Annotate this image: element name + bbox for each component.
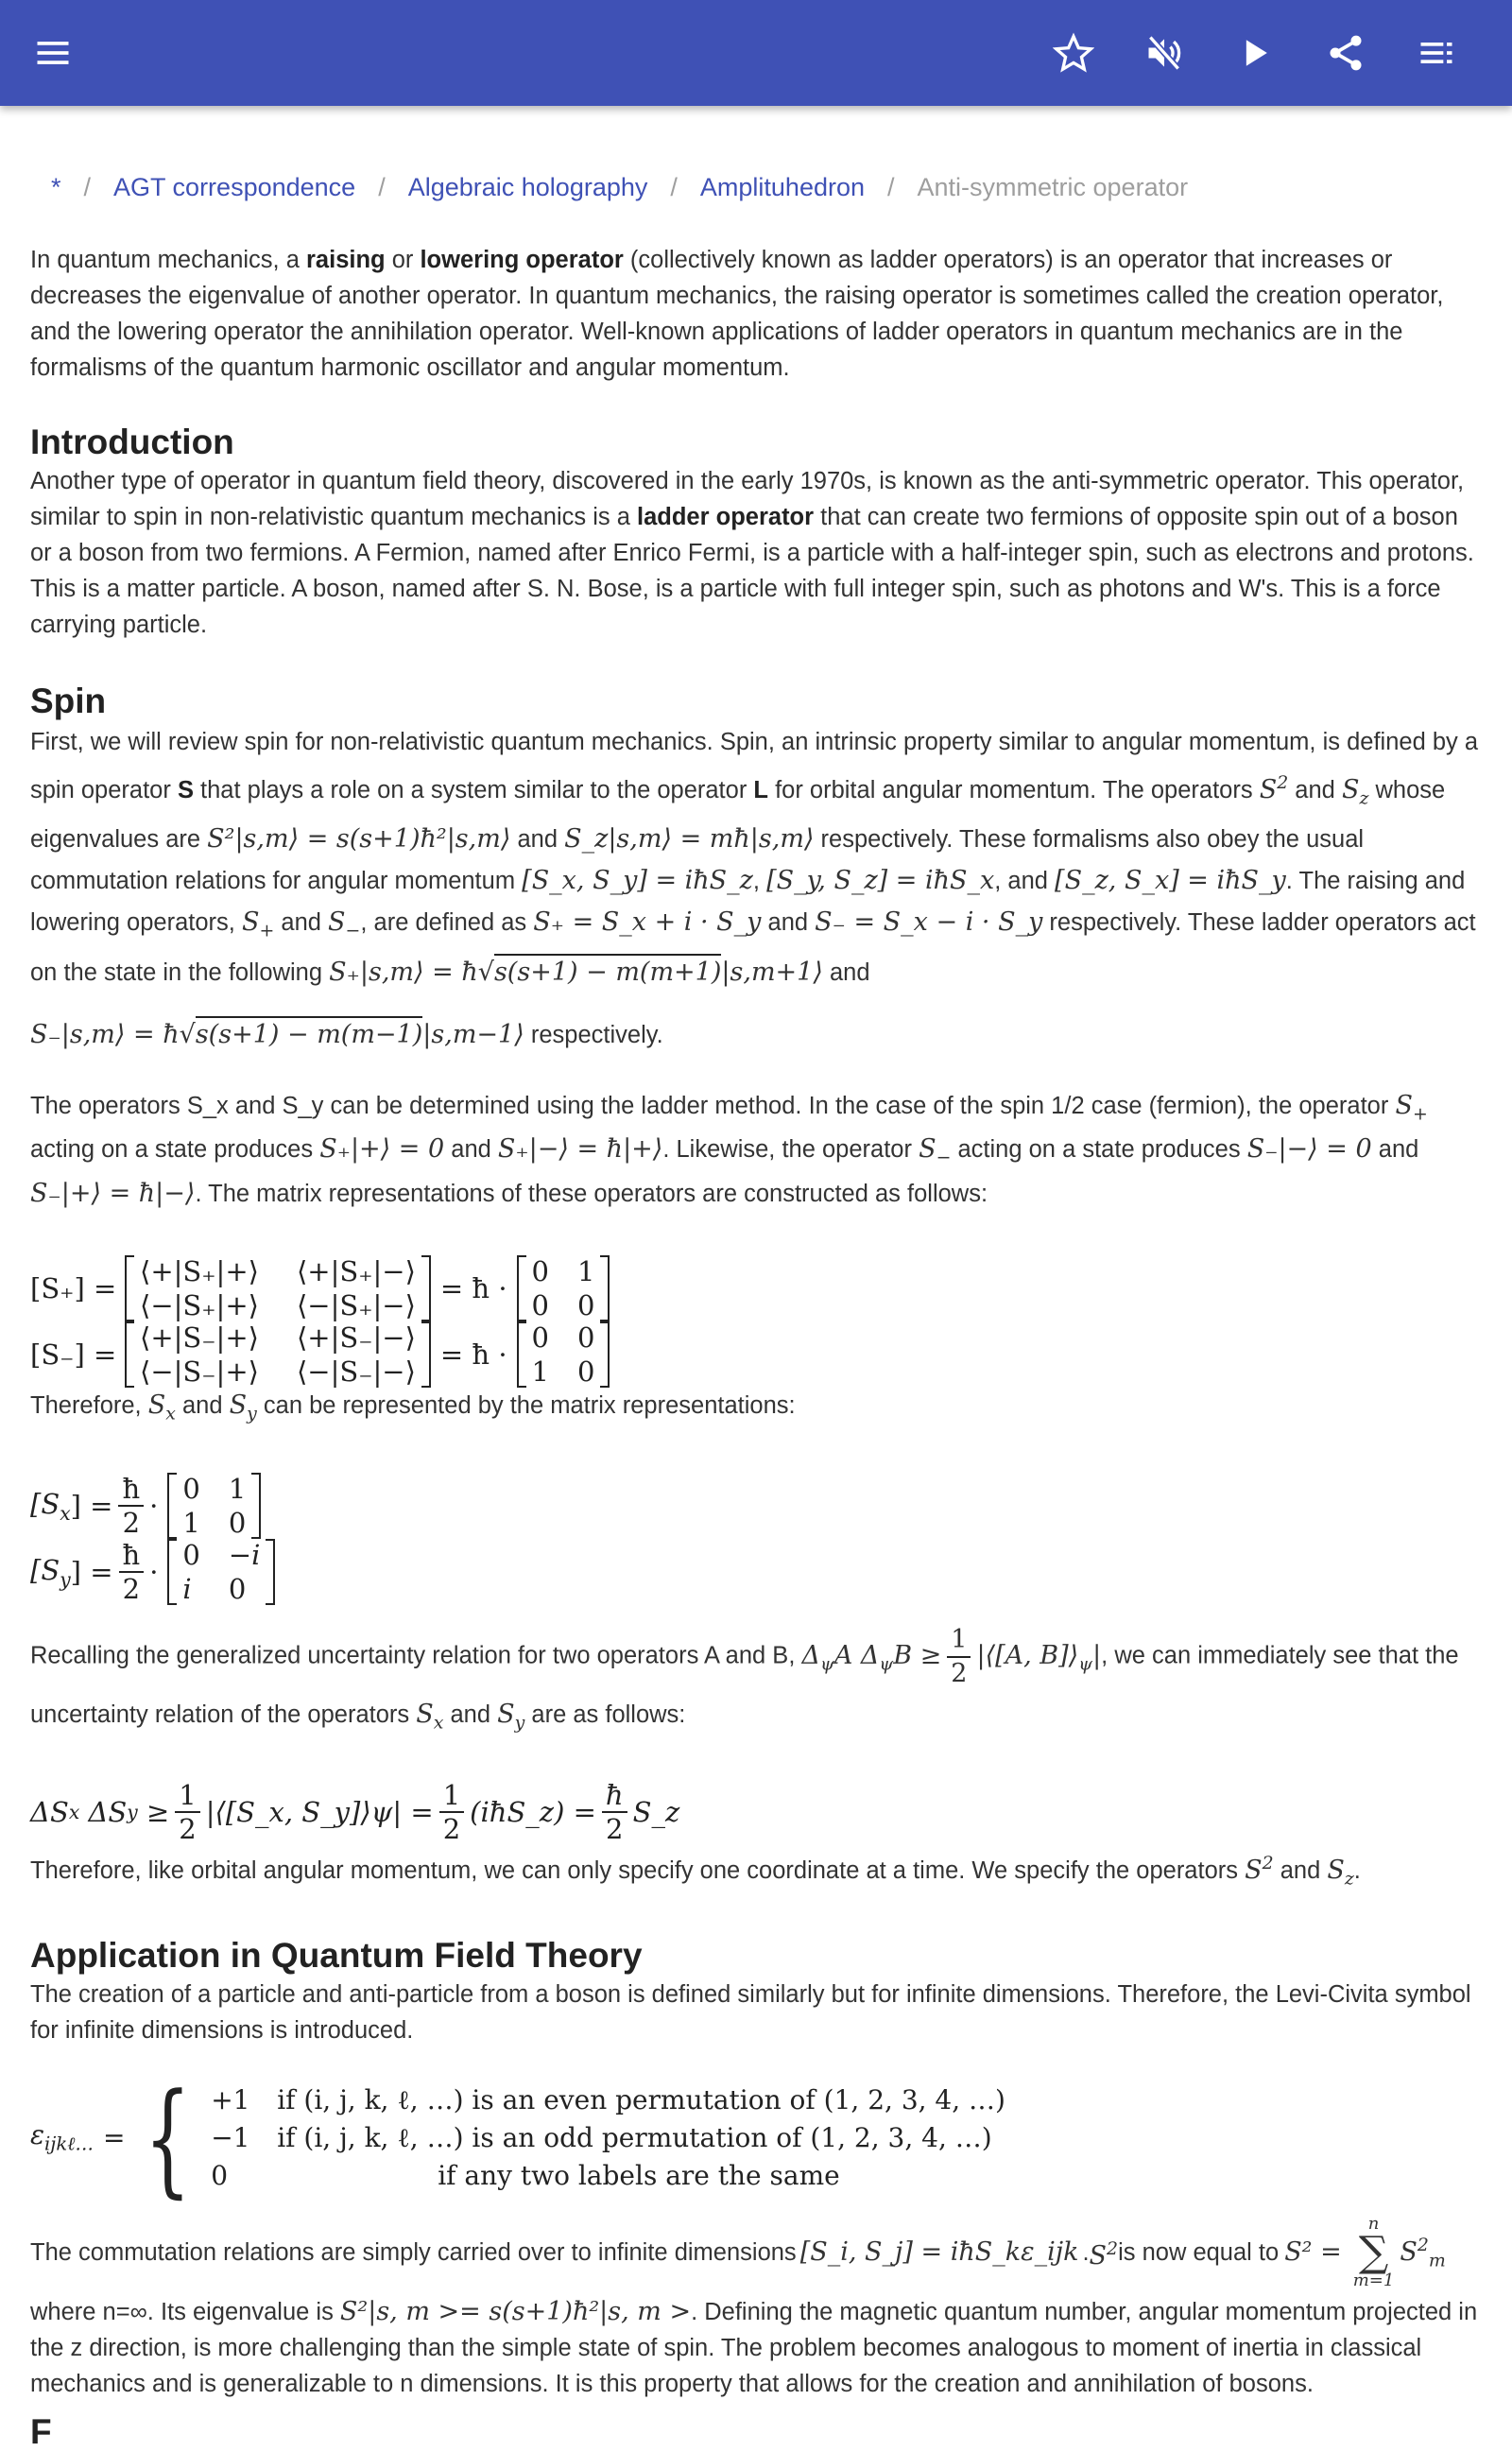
- eigenvalue-equation-s2: S²|s,m⟩ = s(s+1)ħ²|s,m⟩: [207, 824, 511, 855]
- breadcrumb-home[interactable]: *: [51, 172, 61, 201]
- spin-paragraph-1: First, we will review spin for non-relativistic quantum mechanics. Spin, an intrinsic property similar to angular momentum, is defined by a spin operator S that plays a role on a system similar to the operator L for orbital angular momentum. The operators $S^2$ and $S_z$ whose eigenvalues are S²|s,m⟩ = s(s+1)ħ²|s,m⟩ and S_z|s,m⟩ = mħ|s,m⟩ respectively. These formalisms also obey the usual commutation relations for angular momentum [S_x, S_y] = iħS_z, [S_y, S_z] = iħS_x, and [S_z, S_x] = iħS_y. The raising and lowering operators, $S_+$ and $S_-$, are defined as S₊ = S_x + i · S_y and S₋ = S_x − i · S_y respectively. These ladder operators act on the state in the following S₊|s,m⟩ = ħ√s(s+1) − m(m+1)|s,m+1⟩ and: [30, 729, 1479, 987]
- application-paragraph-3: where n=∞. Its eigenvalue is S²|s, m >= s(s+1)ħ²|s, m >. Defining the magnetic quantum number, angular momentum projected in the z direction, is more challenging than the simple state of spin. The problem becomes analogous to moment of inertia in classical mechanics and is generalizable to n dimensions. It is this property that allows for the creation and annihilation of bosons.: [30, 2296, 1478, 2397]
- spin-lowering-action: S₋|s,m⟩ = ħ√s(s+1) − m(m−1)|s,m−1⟩ respectively.: [30, 1014, 1482, 1056]
- matrix-s-x: [$S_x$ ] = $\frac{ħ}{2}$ · 0 1 1 0: [30, 1473, 1482, 1539]
- heading-spin: Spin: [30, 682, 107, 720]
- matrix-s-y: [$S_y$ ] = $\frac{ħ}{2}$ · 0 −i i 0: [30, 1539, 1482, 1605]
- eigenvalue-equation-sz: S_z|s,m⟩ = mħ|s,m⟩: [564, 824, 815, 855]
- next-heading-partial: F: [30, 2412, 52, 2451]
- breadcrumb-current: Anti-symmetric operator: [917, 172, 1189, 201]
- breadcrumb-item-agt-correspondence[interactable]: AGT correspondence: [113, 172, 356, 201]
- heading-introduction: Introduction: [30, 423, 234, 461]
- spin-paragraph-2: The operators S_x and S_y can be determined using the ladder method. In the case of the spin 1/2 case (fermion), the operator $S_+$ acting on a state produces S₊|+⟩ = 0 and S₊|−⟩ = ħ|+⟩. Likewise, the operator $S_-$ acting on a state produces S₋|−⟩ = 0 and S₋|+⟩ = ħ|−⟩. The matrix representations of these operators are constructed as follows:: [30, 1090, 1428, 1208]
- spin-paragraph-3: Therefore, $S_x$ and $S_y$ can be represented by the matrix representations:: [30, 1390, 796, 1424]
- breadcrumb-separator: /: [378, 172, 386, 201]
- breadcrumb-separator: /: [887, 172, 895, 201]
- breadcrumb-item-algebraic-holography[interactable]: Algebraic holography: [407, 172, 648, 201]
- volume-off-icon: [1143, 32, 1185, 74]
- heading-application-qft: Application in Quantum Field Theory: [30, 1935, 643, 1975]
- play-icon: [1234, 32, 1276, 74]
- application-paragraph-2: The commutation relations are simply carried over to infinite dimensions [S_i, S_j] = iħS_kε_ijk . $S^2$ is now equal to S² = n ∑ m=1 $S^2_m$: [30, 2213, 1446, 2290]
- uncertainty-paragraph: Recalling the generalized uncertainty relation for two operators A and B, $\Delta_\psi A$ $\Delta_\psi B$ ≥ $\frac{1}{2}$ |⟨[A, $B]⟩_\psi|$, we can immediately see that the uncertainty relation of the operators $S_x$ and $S_y$ are as follows:: [30, 1624, 1459, 1734]
- app-bar: [0, 0, 1512, 106]
- matrix-s-minus: [S₋] = ⟨+|S₋|+⟩ ⟨+|S₋|−⟩ ⟨−|S₋|+⟩ ⟨−|S₋|−⟩ = ħ · 0 0 1 0: [30, 1321, 1482, 1388]
- breadcrumb: [30, 168, 1482, 206]
- play-button[interactable]: [1227, 25, 1283, 81]
- spin-paragraph-5: Therefore, like orbital angular momentum, we can only specify one coordinate at a time. We specify the operators $S^2$ and $S_z$.: [30, 1853, 1361, 1890]
- hamburger-menu-icon: [32, 32, 74, 74]
- menu-button[interactable]: [25, 25, 81, 81]
- breadcrumb-separator: /: [670, 172, 678, 201]
- levi-civita-definition: $\varepsilon_{ijk\ell\dots}$ = { +1 if (i, j, k, ℓ, …) is an even permutation of (1, 2, 3, 4, …) −1 if (i, j, k, ℓ, …) is an odd permutation of (1, 2, 3, 4, …) 0 if any two labels are the same: [30, 2065, 1005, 2210]
- introduction-paragraph: Another type of operator in quantum field theory, discovered in the early 1970s, is known as the anti-symmetric operator. This operator, similar to spin in non-relativistic quantum mechanics is a ladder operator that can create two fermions of opposite spin out of a boson or a boson from two fermions. A Fermion, named after Enrico Fermi, is a particle with a half-integer spin, such as electrons and protons. This is a matter particle. A boson, named after S. N. Bose, is a particle with full integer spin, such as photons and W's. This is a force carrying particle.: [30, 468, 1474, 638]
- playlist-icon: [1416, 32, 1457, 74]
- article-content: [0, 106, 1512, 2402]
- share-button[interactable]: [1317, 25, 1374, 81]
- breadcrumb-separator: /: [83, 172, 92, 201]
- application-paragraph-1: The creation of a particle and anti-particle from a boson is defined similarly but for infinite dimensions. Therefore, the Levi-Civita symbol for infinite dimensions is introduced.: [30, 1980, 1471, 2044]
- mute-button[interactable]: [1136, 25, 1193, 81]
- share-icon: [1325, 32, 1366, 74]
- breadcrumb-item-amplituhedron[interactable]: Amplituhedron: [699, 172, 865, 201]
- matrix-s-plus: [S₊] = ⟨+|S₊|+⟩ ⟨+|S₊|−⟩ ⟨−|S₊|+⟩ ⟨−|S₊|−⟩ = ħ · 0 1 0 0: [30, 1255, 1482, 1321]
- pauli-matrix-block: [30, 1473, 1482, 1605]
- table-of-contents-button[interactable]: [1408, 25, 1465, 81]
- intro-paragraph: In quantum mechanics, a raising or lowering operator (collectively known as ladder operators) is an operator that increases or decreases the eigenvalue of another operator. In quantum mechanics, the raising operator is sometimes called the creation operator, and the lowering operator the annihilation operator. Well-known applications of ladder operators in quantum mechanics are in the formalisms of the quantum harmonic oscillator and angular momentum.: [30, 247, 1444, 381]
- uncertainty-equation: ΔS x ΔS y ≥ $\frac{1}{2}$ |⟨[S_x, S_y]⟩ψ| = $\frac{1}{2}$ (iħS_z) = $\frac{ħ}{2}$ S_z: [30, 1779, 680, 1846]
- star-outline-icon: [1053, 32, 1094, 74]
- bookmark-button[interactable]: [1045, 25, 1102, 81]
- ladder-matrix-block: [30, 1255, 1482, 1388]
